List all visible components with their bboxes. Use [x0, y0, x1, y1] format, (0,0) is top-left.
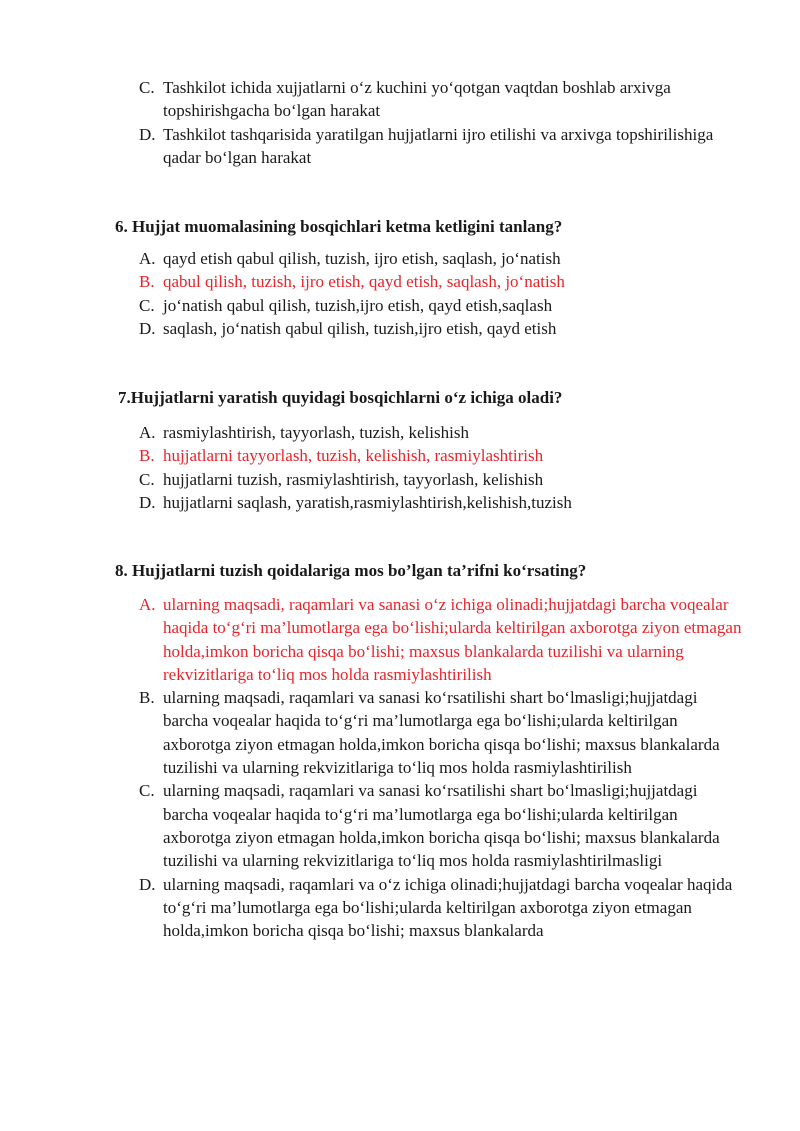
- option-c: [0, 779, 743, 872]
- option-text: jo‘natish qabul qilish, tuzish,ijro etish, qayd etish,saqlash: [163, 295, 553, 315]
- option-list: [0, 76, 743, 169]
- option-c: [0, 294, 743, 317]
- option-c: [0, 76, 743, 123]
- option-letter: D.: [139, 124, 156, 144]
- option-a: [0, 247, 743, 270]
- question-title: 7.Hujjatlarni yaratish quyidagi bosqichlarni o‘z ichiga oladi?: [118, 388, 563, 407]
- option-text: Tashkilot ichida xujjatlarni o‘z kuchini yo‘qotgan vaqtdan boshlab arxivga topshirishgacha bo‘lgan harakat: [163, 78, 671, 121]
- option-text: hujjatlarni tuzish, rasmiylashtirish, tayyorlash, kelishish: [163, 469, 544, 489]
- option-text: Tashkilot tashqarisida yaratilgan hujjatlarni ijro etilishi va arxivga topshirilishiga qadar bo‘lgan harakat: [163, 124, 714, 167]
- option-c: [0, 468, 743, 491]
- option-letter: D.: [139, 318, 156, 338]
- option-letter: D.: [139, 492, 156, 512]
- option-b: [0, 686, 743, 779]
- option-letter: D.: [139, 874, 156, 894]
- option-d: [0, 317, 743, 340]
- option-list: [0, 247, 743, 340]
- option-b-correct: [0, 270, 743, 293]
- option-letter: A.: [139, 249, 156, 268]
- option-letter: B.: [139, 446, 155, 466]
- option-letter: B.: [139, 272, 155, 292]
- option-text: ularning maqsadi, raqamlari va o‘z ichiga olinadi;hujjatdagi barcha voqealar haqida to‘g‘ri ma’lumotlarga ega bo‘lishi;ularda keltirilgan axborotga ziyon etmagan holda,imkon boricha qisqa bo‘lishi; maxsus blankalarda: [163, 874, 733, 941]
- option-text: ularning maqsadi, raqamlari va sanasi o‘z ichiga olinadi;hujjatdagi barcha voqealar haqida to‘g‘ri ma’lumotlarga ega bo‘lishi;ularda keltirilgan axborotga ziyon etmagan holda,imkon boricha qisqa bo‘lishi; maxsus blankalarda tuzilishi va ularning rekvizitlariga to‘liq mos holda rasmiylashtirilish: [163, 595, 742, 684]
- option-letter: C.: [139, 781, 155, 801]
- option-text: saqlash, jo‘natish qabul qilish, tuzish,ijro etish, qayd etish: [163, 318, 557, 338]
- option-d: [0, 873, 743, 943]
- option-list: [0, 421, 743, 514]
- question-title: 8. Hujjatlarni tuzish qoidalariga mos bo’lgan ta’rifni ko‘rsating?: [115, 561, 587, 580]
- option-letter: C.: [139, 469, 155, 489]
- question-title: 6. Hujjat muomalasining bosqichlari ketma ketligini tanlang?: [115, 217, 563, 236]
- option-letter: A.: [139, 595, 156, 614]
- option-text: ularning maqsadi, raqamlari va sanasi ko‘rsatilishi shart bo‘lmasligi;hujjatdagi barcha voqealar haqida to‘g‘ri ma’lumotlarga ega bo‘lishi;ularda keltirilgan axborotga ziyon etmagan holda,imkon boricha qisqa bo‘lishi; maxsus blankalarda tuzilishi va ularning rekvizitlariga to‘liq mos holda rasmiylashtirilmasligi: [163, 781, 720, 871]
- option-text: hujjatlarni saqlash, yaratish,rasmiylashtirish,kelishish,tuzish: [163, 492, 572, 512]
- option-text: hujjatlarni tayyorlash, tuzish, kelishish, rasmiylashtirish: [163, 446, 544, 466]
- option-text: qabul qilish, tuzish, ijro etish, qayd etish, saqlash, jo‘natish: [163, 272, 565, 292]
- option-text: ularning maqsadi, raqamlari va sanasi ko‘rsatilishi shart bo‘lmasligi;hujjatdagi barcha voqealar haqida to‘g‘ri ma’lumotlarga ega bo‘lishi;ularda keltirilgan axborotga ziyon etmagan holda,imkon boricha qisqa bo‘lishi; maxsus blankalarda tuzilishi va ularning rekvizitlariga to‘liq mos holda rasmiylashtirilish: [163, 688, 720, 778]
- option-text: qayd etish qabul qilish, tuzish, ijro etish, saqlash, jo‘natish: [163, 249, 561, 268]
- option-a: [0, 421, 743, 444]
- option-text: rasmiylashtirish, tayyorlash, tuzish, kelishish: [163, 423, 469, 442]
- option-a-correct: [0, 593, 743, 686]
- option-d: [0, 491, 743, 514]
- option-letter: C.: [139, 78, 155, 97]
- option-letter: A.: [139, 423, 156, 442]
- option-b-correct: [0, 444, 743, 467]
- option-letter: B.: [139, 688, 155, 708]
- option-list: [0, 593, 743, 942]
- option-d: [0, 123, 743, 170]
- option-letter: C.: [139, 295, 155, 315]
